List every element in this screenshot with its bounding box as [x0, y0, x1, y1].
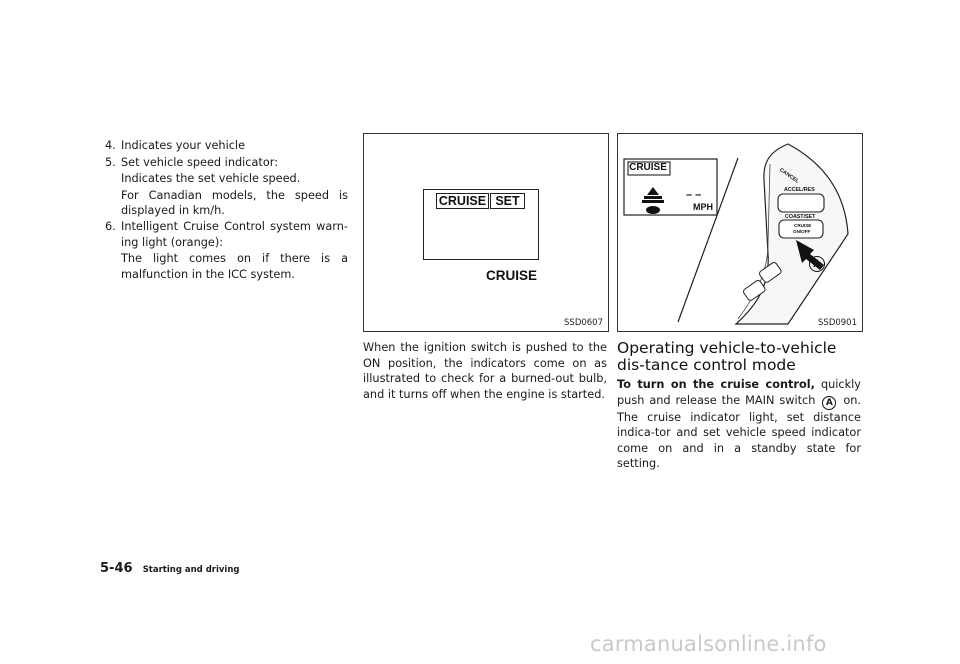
cruise-indicator-tag: CRUISE: [436, 193, 489, 209]
middle-column-text: When the ignition switch is pushed to the ON position, the indicators come on as illustrated to check for a burned-out bulb, and it turns off when the engine is started.: [363, 341, 607, 401]
lead-text: To turn on the cruise control,: [617, 378, 815, 391]
figure-cruise-indicator: [363, 133, 609, 332]
cruise-lcd-label: CRUISE: [629, 162, 667, 173]
item-text: Intelligent Cruise Control system warn-ing light (orange):: [121, 219, 348, 249]
item-number: 5.: [105, 155, 116, 169]
list-item-6: [105, 219, 348, 250]
list-item-5: [105, 155, 348, 171]
item-text: Indicates your vehicle: [121, 139, 246, 152]
distance-bar-2-icon: [644, 196, 662, 199]
right-column: [617, 340, 861, 472]
item-number: 6.: [105, 219, 116, 233]
steering-rim-line: [678, 158, 738, 322]
left-column: [105, 138, 348, 282]
item-6-paragraph-1: The light comes on if there is a malfunction in the ICC system.: [121, 252, 348, 281]
callout-a-inline: A: [822, 396, 836, 410]
list-item-4: [105, 138, 348, 154]
figure-id: SSD0901: [818, 318, 857, 328]
on-off-button-label: ON/OFF: [793, 229, 811, 234]
section-name: Starting and driving: [142, 565, 240, 575]
callout-a: A: [809, 256, 825, 272]
section-heading: Operating vehicle-to-vehicle dis-tance control mode: [617, 339, 837, 374]
accel-res-label: ACCEL/RES: [784, 187, 815, 193]
coast-set-label: COAST/SET: [785, 214, 816, 220]
distance-bar-1-icon: [647, 187, 659, 195]
vehicle-icon: [646, 206, 660, 214]
body-text-2: on. The cruise indicator light, set distance indica-tor and set vehicle speed indicator come on and in a standby state for setting.: [617, 393, 861, 471]
page-number: 5-46: [100, 561, 133, 576]
watermark: carmanualsonline.info: [590, 632, 827, 656]
cruise-button-label: CRUISE: [794, 223, 812, 228]
page-footer: [100, 561, 239, 576]
speed-unit: MPH: [693, 202, 713, 212]
figure-id: SSD0607: [564, 318, 603, 328]
accel-res-button: [778, 194, 824, 212]
item-5-paragraph-2: For Canadian models, the speed is displayed in km/h.: [121, 188, 348, 218]
speed-dashes: – –: [686, 189, 702, 201]
item-text: Set vehicle speed indicator:: [121, 155, 279, 169]
set-indicator-tag: SET: [490, 193, 525, 209]
distance-bar-3-icon: [642, 200, 664, 203]
item-5-paragraph-1: Indicates the set vehicle speed.: [121, 172, 301, 186]
body-text-1: quickly push and release the MAIN switch: [617, 378, 861, 407]
cruise-label: CRUISE: [486, 268, 538, 283]
body-paragraph: [617, 377, 861, 472]
figure-steering-switches: [617, 133, 863, 332]
item-number: 4.: [105, 139, 116, 152]
cancel-label: CANCEL: [778, 167, 800, 185]
